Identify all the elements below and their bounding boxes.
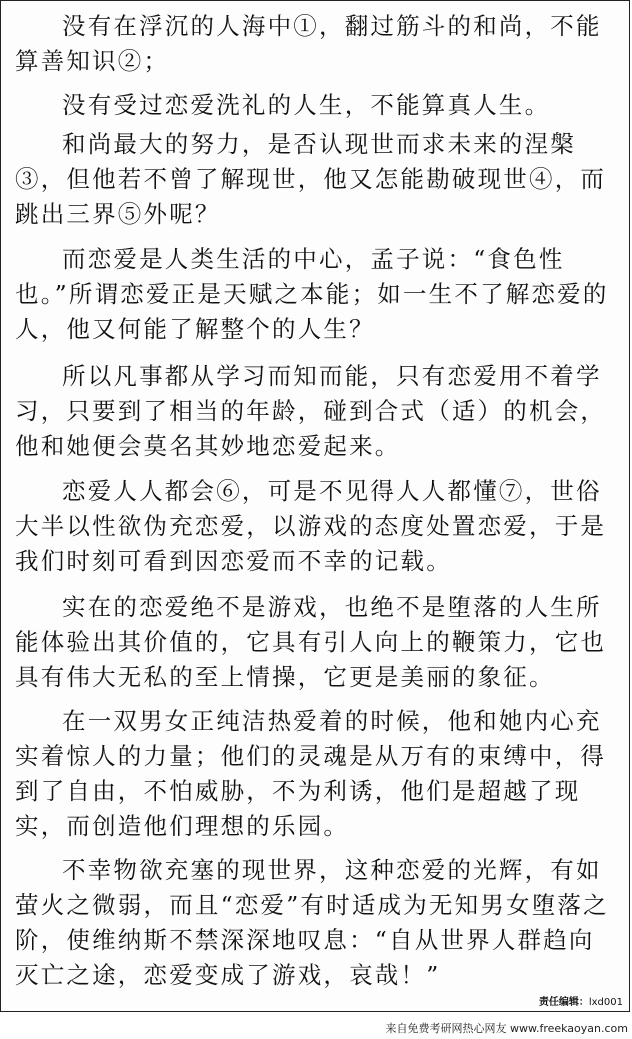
editor-credit bbox=[539, 997, 623, 1009]
paragraph-7: 实在的恋爱绝不是游戏，也绝不是堕落的人生所能体验出其价值的，它具有引人向上的鞭策力，它也具有伟大无私的至上情操，它更是美丽的象征。 bbox=[15, 593, 607, 691]
paragraph-5: 所以凡事都从学习而知而能，只有恋爱用不着学习，只要到了相当的年龄，碰到合式（适）的机会，他和她便会莫名其妙地恋爱起来。 bbox=[15, 362, 607, 460]
paragraph-8: 在一双男女正纯洁热爱着的时候，他和她内心充实着惊人的力量；他们的灵魂是从万有的束缚中，得到了自由，不怕威胁，不为利诱，他们是超越了现实，而创造他们理想的乐园。 bbox=[15, 707, 607, 840]
paragraph-4: 而恋爱是人类生活的中心，孟子说：“食色性也。”所谓恋爱正是天赋之本能；如一生不了解恋爱的人，他又何能了解整个的人生？ bbox=[15, 245, 609, 343]
paragraph-6: 恋爱人人都会⑥，可是不见得人人都懂⑦，世俗大半以性欲伪充恋爱，以游戏的态度处置恋爱，于是我们时刻可看到因恋爱而不幸的记载。 bbox=[15, 477, 607, 575]
paragraph-2: 没有受过恋爱洗礼的人生，不能算真人生。 bbox=[62, 91, 551, 119]
paragraph-9: 不幸物欲充塞的现世界，这种恋爱的光辉，有如萤火之微弱，而且“恋爱”有时适成为无知男女堕落之阶，使维纳斯不禁深深地叹息：“自从世界人群趋向灭亡之途，恋爱变成了游戏，哀哉！” bbox=[15, 856, 609, 989]
editor-label: 责任编辑： bbox=[538, 997, 589, 1008]
editor-name: lxd001 bbox=[588, 997, 623, 1008]
paragraph-3: 和尚最大的努力，是否认现世而求未来的涅槃③，但他若不曾了解现世，他又怎能勘破现世④，而跳出三界⑤外呢？ bbox=[15, 130, 607, 228]
paragraph-1: 没有在浮沉的人海中①，翻过筋斗的和尚，不能算善知识②； bbox=[15, 12, 602, 75]
source-watermark: 来自免费考研网热心网友 www.freekaoyan.com bbox=[385, 1022, 628, 1035]
